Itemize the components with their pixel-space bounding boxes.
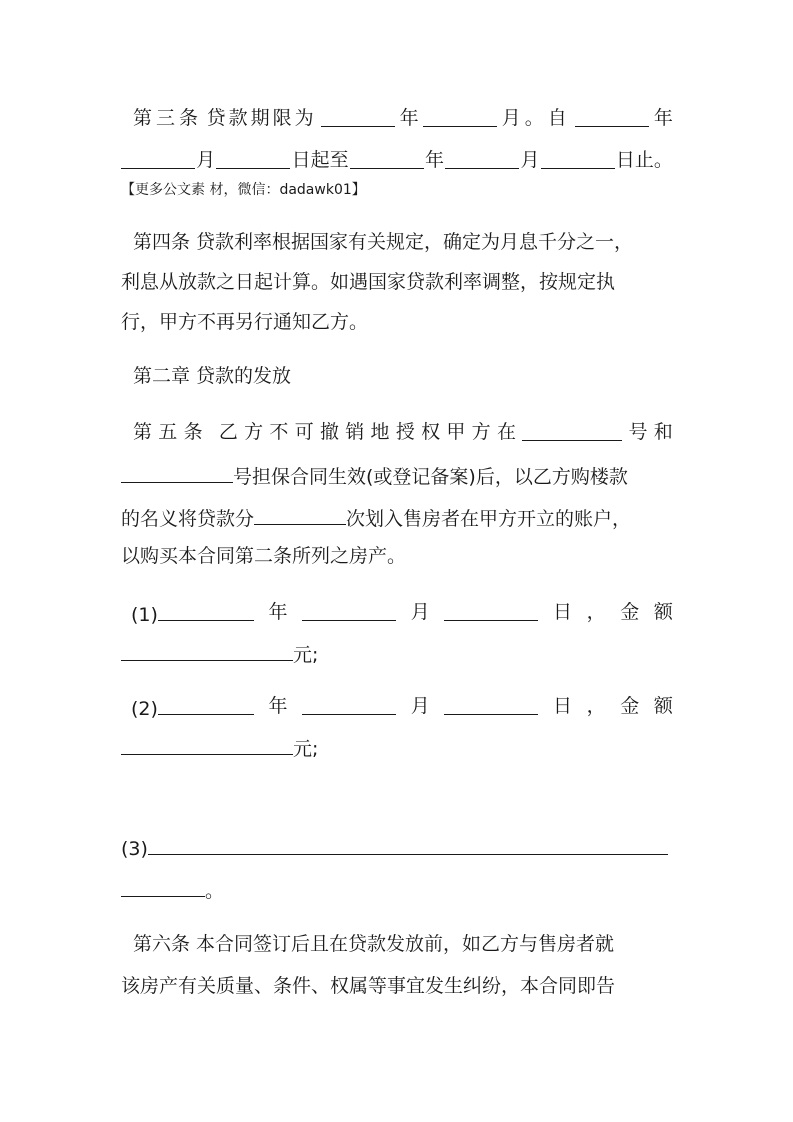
blank-term-months[interactable] xyxy=(423,104,497,127)
article6-line2: 该房产有关质量、条件、权属等事宜发生纠纷，本合同即告 xyxy=(121,975,616,997)
article5-line1 xyxy=(121,418,673,446)
blank-contract-number-2[interactable] xyxy=(121,460,233,483)
text-month-from: 月。自 xyxy=(501,107,571,129)
text-year: 年 xyxy=(653,107,673,129)
currency-unit: 元; xyxy=(293,738,319,760)
installment1-line xyxy=(121,598,673,629)
char: 和 xyxy=(653,421,673,443)
blank-start-year[interactable] xyxy=(575,104,649,127)
article3-line1 xyxy=(121,104,673,132)
watermark-note: 【更多公文素 材，微信：dadawk01】 xyxy=(121,182,366,198)
currency-unit: 元; xyxy=(293,644,319,666)
installment1-label xyxy=(131,598,254,629)
blank-start-month[interactable] xyxy=(121,146,195,169)
blank-inst2-month[interactable] xyxy=(302,692,396,715)
article5-line2-text: 号担保合同生效(或登记备案)后，以乙方购楼款 xyxy=(233,466,628,488)
article4-line3: 行，甲方不再另行通知乙方。 xyxy=(121,311,369,333)
char: 权 xyxy=(421,421,441,443)
char: 方 xyxy=(471,421,491,443)
char: 日 xyxy=(553,601,573,623)
blank-contract-number-1[interactable] xyxy=(522,418,622,441)
char: 号 xyxy=(628,421,648,443)
char: 不 xyxy=(269,421,289,443)
installment1-number: (1) xyxy=(131,604,158,626)
installment3-number: (3) xyxy=(121,838,148,860)
char: 年 xyxy=(268,601,288,623)
char: ， xyxy=(586,601,606,623)
char: 甲 xyxy=(446,421,466,443)
blank-inst2-day[interactable] xyxy=(444,692,538,715)
char: 方 xyxy=(244,421,264,443)
text-year: 年 xyxy=(399,107,419,129)
article5-line2 xyxy=(121,460,673,491)
char: ， xyxy=(586,695,606,717)
char: 月 xyxy=(410,601,430,623)
article3-line2 xyxy=(121,146,673,174)
char: 第 xyxy=(133,421,153,443)
installment2-amount-line xyxy=(121,732,673,763)
char: 乙 xyxy=(218,421,238,443)
char: 金 xyxy=(620,695,640,717)
article4-line1: 第四条 贷款利率根据国家有关规定，确定为月息千分之一， xyxy=(133,231,634,253)
text-day-end: 日止。 xyxy=(615,149,673,171)
char: 条 xyxy=(183,421,203,443)
blank-end-year[interactable] xyxy=(350,146,424,169)
full-stop: 。 xyxy=(205,880,225,902)
blank-end-day[interactable] xyxy=(541,146,615,169)
text-day-until: 日起至 xyxy=(291,149,349,171)
article3-label: 第三条 xyxy=(133,107,203,129)
blank-inst1-month[interactable] xyxy=(302,598,396,621)
article6-line1: 第六条 本合同签订后且在贷款发放前，如乙方与售房者就 xyxy=(133,933,615,955)
blank-installment-count[interactable] xyxy=(254,502,346,525)
blank-end-month[interactable] xyxy=(445,146,519,169)
blank-term-years[interactable] xyxy=(321,104,395,127)
char: 金 xyxy=(620,601,640,623)
installment2-number: (2) xyxy=(131,698,158,720)
char: 额 xyxy=(653,695,673,717)
chapter2-heading: 第二章 贷款的发放 xyxy=(133,365,292,387)
article5-line4: 以购买本合同第二条所列之房产。 xyxy=(121,545,407,567)
char: 月 xyxy=(410,695,430,717)
article3-term-text: 贷款期限为 xyxy=(206,107,317,129)
text-year: 年 xyxy=(425,149,445,171)
char: 可 xyxy=(294,421,314,443)
char: 授 xyxy=(395,421,415,443)
installment1-amount-line xyxy=(121,638,673,669)
char: 销 xyxy=(345,421,365,443)
char: 在 xyxy=(496,421,516,443)
blank-inst1-day[interactable] xyxy=(444,598,538,621)
installment2-line xyxy=(121,692,673,723)
char: 额 xyxy=(653,601,673,623)
blank-inst3-details[interactable] xyxy=(148,832,668,855)
article5-line3-end: 次划入售房者在甲方开立的账户， xyxy=(346,508,632,530)
text-month: 月 xyxy=(196,149,216,171)
blank-inst1-year[interactable] xyxy=(158,598,254,621)
installment3-end-line xyxy=(121,874,673,905)
blank-inst2-year[interactable] xyxy=(158,692,254,715)
char: 日 xyxy=(553,695,573,717)
blank-inst3-continued[interactable] xyxy=(121,874,205,897)
article5-line3-start: 的名义将贷款分 xyxy=(121,508,255,530)
blank-inst2-amount[interactable] xyxy=(121,732,293,755)
installment3-line xyxy=(121,832,673,863)
article5-line3 xyxy=(121,502,673,533)
char: 年 xyxy=(268,695,288,717)
char: 五 xyxy=(158,421,178,443)
text-month: 月 xyxy=(520,149,540,171)
blank-start-day[interactable] xyxy=(216,146,290,169)
blank-inst1-amount[interactable] xyxy=(121,638,293,661)
installment2-label xyxy=(131,692,254,723)
article4-line2: 利息从放款之日起计算。如遇国家贷款利率调整，按规定执 xyxy=(121,271,616,293)
char: 撤 xyxy=(319,421,339,443)
char: 地 xyxy=(370,421,390,443)
